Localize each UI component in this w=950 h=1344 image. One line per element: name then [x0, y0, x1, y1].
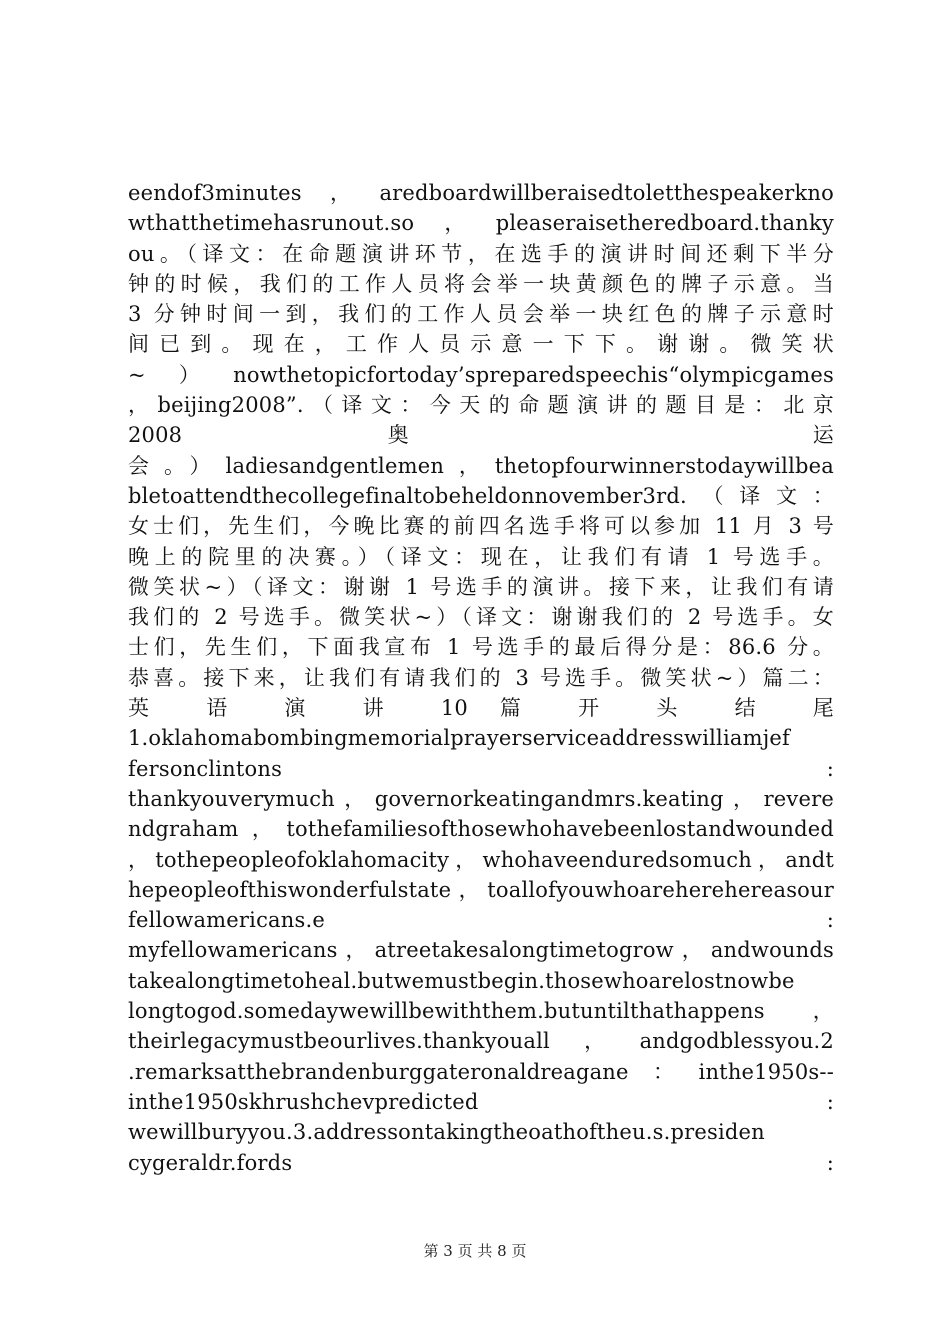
text-line: 我们的 2 号选手。微笑状~）（译文：谢谢我们的 2 号选手。女	[128, 605, 834, 630]
text-line: 间 已 到 。 现 在 ， 工 作 人 员 示 意 一 下 下 。 谢 谢 。 微 笑 状	[128, 332, 834, 357]
text-line: 2008 奥 运	[128, 423, 834, 448]
document-body	[128, 178, 834, 1178]
page-number-footer: 第 3 页 共 8 页	[423, 1242, 527, 1260]
text-line: thankyouverymuch，governorkeatingandmrs.keating，revere	[128, 786, 834, 811]
text-line: fellowamericans.e :	[128, 908, 834, 933]
text-line: ~）nowthetopicfortoday’spreparedspeechis“olympicgames	[128, 362, 834, 387]
text-line: .remarksatthebrandenburggateronaldreagane：inthe1950s--	[128, 1059, 834, 1084]
text-line: eendof3minutes，aredboardwillberaisedtoletthespeakerkno	[128, 181, 834, 205]
section-heading: 英 语 演 讲 10 篇 开 头 结 尾	[128, 696, 834, 721]
text-line: wthatthetimehasrunout.so，pleaseraisetheredboard.thanky	[128, 211, 834, 236]
text-line: inthe1950skhrushchevpredicted :	[128, 1089, 834, 1114]
text-line: wewillburyyou.3.addressontakingtheoathoftheu.s.presiden	[128, 1120, 765, 1145]
text-line: 恭喜。接下来，让我们有请我们的 3 号选手。微笑状~）篇二：	[128, 665, 834, 690]
text-line: bletoattendthecollegefinaltobeheldonnovember3rd.（译文：	[128, 483, 834, 508]
text-line: takealongtimetoheal.butwemustbegin.thosewhoarelostnowbe	[128, 968, 795, 993]
text-line: myfellowamericans，atreetakesalongtimetogrow，andwounds	[128, 938, 834, 963]
text-line: 微笑状~）（译文：谢谢 1 号选手的演讲。接下来，让我们有请	[128, 574, 834, 599]
text-line: theirlegacymustbeourlives.thankyouall，andgodblessyou.2	[128, 1029, 834, 1054]
text-line: ou。（译文：在命题演讲环节，在选手的演讲时间还剩下半分	[128, 241, 834, 266]
text-line: 晚上的院里的决赛。）（译文：现在，让我们有请 1 号选手。	[128, 544, 834, 569]
text-line: longtogod.somedaywewillbewiththem.butuntilthathappens，	[128, 999, 834, 1024]
text-line: fersonclintons :	[128, 756, 834, 781]
text-line: 会。）ladiesandgentlemen，thetopfourwinnerstodaywillbea	[128, 453, 834, 478]
text-line: 士们，先生们，下面我宣布 1 号选手的最后得分是：86.6 分。	[128, 635, 834, 660]
text-line: 女士们，先生们，今晚比赛的前四名选手将可以参加 11 月 3 号	[128, 514, 834, 539]
text-line: ，tothepeopleofoklahomacity，whohaveenduredsomuch，andt	[128, 847, 834, 872]
text-line: 3 分钟时间一到，我们的工作人员会举一块红色的牌子示意时	[128, 302, 834, 327]
text-line: ，beijing2008”.（译文：今天的命题演讲的题目是：北京	[128, 393, 834, 418]
text-line: 1.oklahomabombingmemorialprayerserviceaddresswilliamjef	[128, 726, 791, 751]
text-line: ndgraham，tothefamiliesofthosewhohavebeenlostandwounded	[128, 817, 834, 842]
text-line: cygeraldr.fords :	[128, 1150, 834, 1175]
text-line: 钟的时候，我们的工作人员将会举一块黄颜色的牌子示意。当	[128, 271, 834, 296]
text-line: hepeopleofthiswonderfulstate，toallofyouwhoareherehereasour	[128, 877, 834, 902]
